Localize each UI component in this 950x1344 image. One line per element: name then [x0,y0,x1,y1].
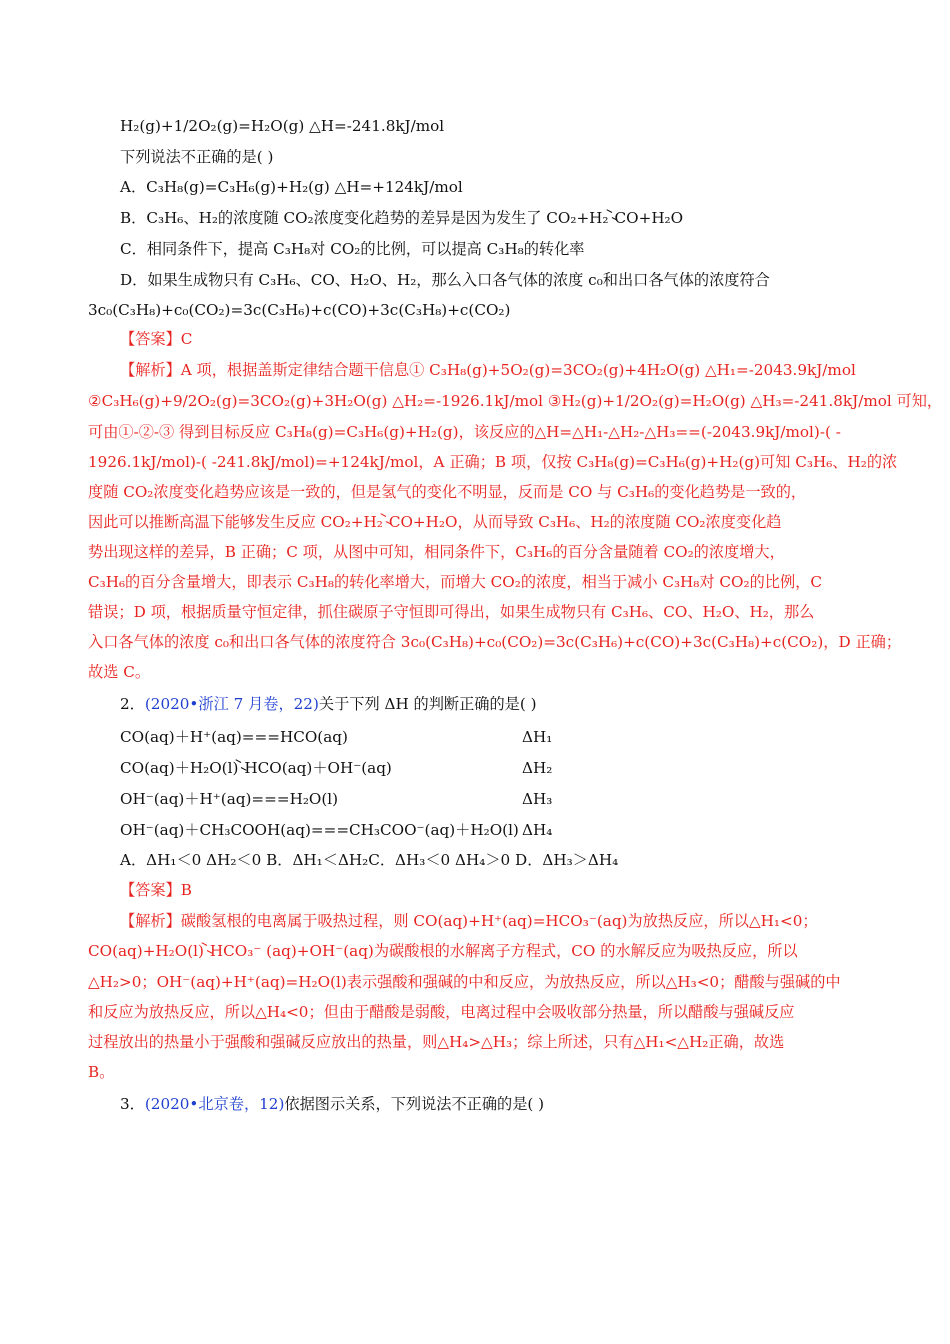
enthalpy-label: ΔH₃ [522,790,553,808]
text-line [120,789,338,809]
text-segment: CO+H₂O，从而导致 C₃H₆、H₂的浓度随 CO₂浓度变化趋 [388,513,782,531]
text-line [120,727,348,747]
text-segment: 度随 CO₂浓度变化趋势应该是一致的，但是氢气的变化不明显，反而是 CO 与 C₃H₆的变化趋势是一致的， [88,483,807,501]
text-line [88,632,901,652]
text-line [120,208,683,229]
text-segment: 3c₀(C₃H₈)+c₀(CO₂)=3c(C₃H₆)+c(CO)+3c(C₃H₈)+c(CO₂) [88,301,511,319]
text-segment: CO(aq)＋H₂O(l) [120,759,239,777]
text-segment: 下列说法不正确的是( ) [120,148,274,166]
text-segment: 势出现这样的差异，B 正确；C 项，从图中可知，相同条件下，C₃H₆的百分含量随着 CO₂的浓度增大， [88,543,785,561]
text-segment: H₂(g)+1/2O₂(g)=H₂O(g) △H=-241.8kJ/mol [120,117,445,135]
text-segment: 过程放出的热量小于强酸和强碱反应放出的热量，则△H₄>△H₃；综上所述，只有△H₁<△H₂正确，故选 [88,1033,785,1051]
text-segment: OH⁻(aq)＋H⁺(aq)===H₂O(l) [120,790,339,808]
text-segment: A．C₃H₈(g)=C₃H₆(g)+H₂(g) △H=+124kJ/mol [120,178,463,196]
text-line [88,602,814,622]
text-segment: 【答案】B [120,881,192,899]
text-line [120,329,192,349]
text-line [120,880,192,900]
text-segment: 入口各气体的浓度 c₀和出口各气体的浓度符合 3c₀(C₃H₈)+c₀(CO₂)=3c(C₃H₆)+c(CO)+3c(C₃H₈)+c(CO₂)，D 正确； [88,633,902,651]
text-segment: 关于下列 ΔH 的判断正确的是( ) [318,695,537,713]
text-segment: CO(aq)+H₂O(l) [88,942,204,960]
text-line [88,662,150,682]
text-segment: 【解析】碳酸氢根的电离属于吸热过程，则 CO(aq)+H⁺(aq)=HCO₃⁻(aq)为放热反应，所以△H₁<0； [120,912,818,930]
text-line [88,572,822,592]
text-line [120,177,463,197]
text-segment: ②C₃H₆(g)+9/2O₂(g)=3CO₂(g)+3H₂O(g) △H₂=-1926.1kJ/mol ③H₂(g)+1/2O₂(g)=H₂O(g) △H₃=-241.8kJ/mol 可知， [88,392,943,410]
text-segment: 错误；D 项，根据质量守恒定律，抓住碳原子守恒即可得出，如果生成物只有 C₃H₆、CO、H₂O、H₂，那么 [88,603,815,621]
text-line [120,1094,544,1114]
text-line [88,512,781,533]
text-line [120,360,856,380]
text-segment: A．ΔH₁＜0 ΔH₂＜0 B．ΔH₁＜ΔH₂C．ΔH₃＜0 ΔH₄＞0 D．ΔH₃＞ΔH₄ [120,851,619,869]
text-line [88,482,806,502]
text-segment: 2． [120,695,145,713]
text-segment: CO+H₂O [614,209,684,227]
text-segment: D．如果生成物只有 C₃H₆、CO、H₂O、H₂，那么入口各气体的浓度 c₀和出口各气体的浓度符合 [120,271,770,289]
text-line [120,116,444,136]
text-segment: 【答案】C [120,330,193,348]
text-segment: 可由①-②-③ 得到目标反应 C₃H₈(g)=C₃H₆(g)+H₂(g)，该反应的△H=△H₁-△H₂-△H₃==(-2043.9kJ/mol)-( - [88,423,841,441]
text-segment: C₃H₆的百分含量增大，即表示 C₃H₈的转化率增大，而增大 CO₂的浓度，相当于减小 C₃H₈对 CO₂的比例，C [88,573,822,591]
text-segment: △H₂>0；OH⁻(aq)+H⁺(aq)=H₂O(l)表示强酸和强碱的中和反应，为放热反应，所以△H₃<0；醋酸与强碱的中 [88,973,841,991]
text-segment: 和反应为放热反应，所以△H₄<0；但由于醋酸是弱酸，电离过程中会吸收部分热量，所以醋酸与强碱反应 [88,1003,795,1021]
text-line [120,820,519,840]
text-segment: 依据图示关系，下列说法不正确的是( ) [284,1095,545,1113]
text-line [88,1062,114,1082]
text-line [120,270,770,290]
text-segment: 因此可以推断高温下能够发生反应 CO₂+H₂ [88,513,383,531]
enthalpy-label: ΔH₁ [522,728,553,746]
text-segment: 【解析】A 项，根据盖斯定律结合题干信息① C₃H₈(g)+5O₂(g)=3CO₂(g)+4H₂O(g) △H₁=-2043.9kJ/mol [120,361,856,379]
enthalpy-label: ΔH₄ [522,821,553,839]
text-line [120,911,818,931]
text-line [88,972,841,992]
text-segment: HCO(aq)＋OH⁻(aq) [244,759,392,777]
source-citation: (2020•浙江 7 月卷，22) [144,695,319,713]
text-segment: HCO₃⁻ (aq)+OH⁻(aq)为碳酸根的水解离子方程式，CO 的水解反应为吸热反应，所以 [209,942,798,960]
text-line [88,422,841,442]
text-segment: B。 [88,1063,115,1081]
text-segment: 1926.1kJ/mol)-( -241.8kJ/mol)=+124kJ/mol，A 正确；B 项，仅按 C₃H₈(g)=C₃H₆(g)+H₂(g)可知 C₃H₆、H₂的浓 [88,453,898,471]
source-citation: (2020•北京卷，12) [144,1095,285,1113]
text-line [88,452,897,472]
text-line [120,694,537,714]
text-line [88,542,785,562]
text-line [120,850,618,870]
text-line [88,391,942,411]
text-segment: B．C₃H₆、H₂的浓度随 CO₂浓度变化趋势的差异是因为发生了 CO₂+H₂ [120,209,609,227]
text-line [88,1032,784,1052]
text-segment: 故选 C。 [88,663,151,681]
text-line [120,758,392,779]
text-segment: C．相同条件下，提高 C₃H₈对 CO₂的比例，可以提高 C₃H₈的转化率 [120,240,585,258]
text-segment: 3． [120,1095,145,1113]
text-segment: CO(aq)＋H⁺(aq)===HCO(aq) [120,728,348,746]
text-line [88,941,798,962]
text-line [88,1002,794,1022]
text-line [120,147,273,167]
enthalpy-label: ΔH₂ [522,759,553,777]
text-line [88,300,510,320]
text-segment: OH⁻(aq)＋CH₃COOH(aq)===CH₃COO⁻(aq)＋H₂O(l) [120,821,519,839]
text-line [120,239,584,259]
